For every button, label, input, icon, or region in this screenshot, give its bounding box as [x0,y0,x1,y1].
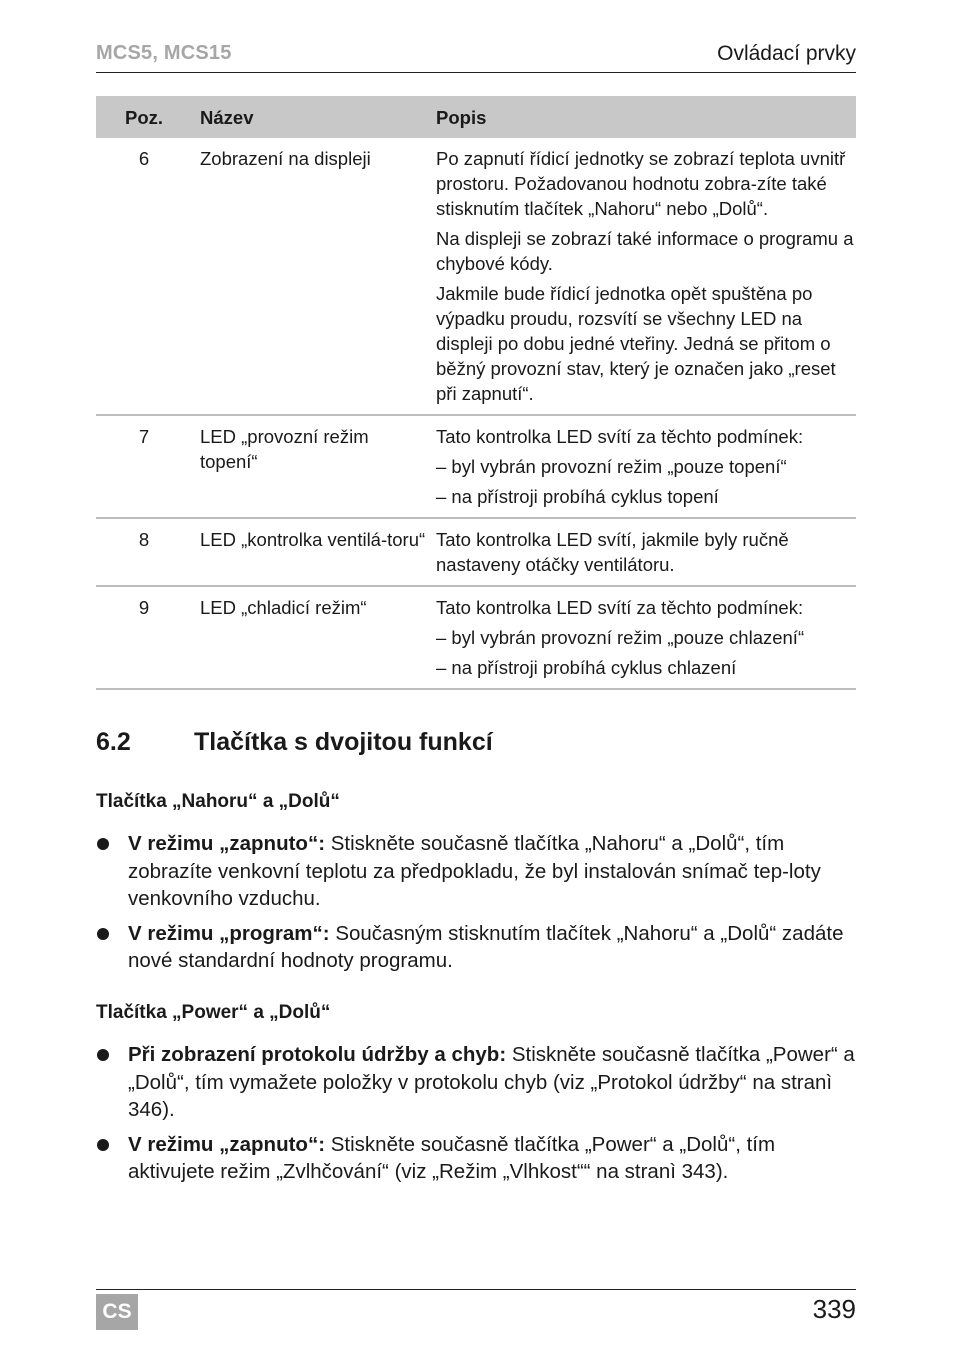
list-item [96,830,858,913]
desc-paragraph: Tato kontrolka LED svítí za těchto podmínek: [436,426,804,447]
row-name: Zobrazení na displeji [200,148,371,169]
row-name: LED „kontrolka ventilá-toru“ [200,529,426,550]
desc-paragraph: Tato kontrolka LED svítí, jakmile byly ručně nastaveny otáčky ventilátoru. [436,529,789,575]
bullet-icon [97,1049,109,1061]
section-title: Tlačítka s dvojitou funkcí [194,728,493,756]
row-pos: 7 [138,426,150,447]
section-number: 6.2 [96,728,131,756]
subheading-power-down: Tlačítka „Power“ a „Dolů“ [96,1002,331,1023]
page-footer [96,1289,856,1330]
col-header-pos: Poz. [96,96,192,138]
item-lead: V režimu „program“: [128,921,330,945]
row-pos: 6 [138,148,150,169]
col-header-name: Název [192,96,434,138]
col-header-desc: Popis [434,96,856,138]
bullet-list-power-down [96,1041,858,1193]
desc-paragraph: – byl vybrán provozní režim „pouze topení“ [436,456,787,477]
desc-paragraph: Jakmile bude řídicí jednotka opět spuštěna po výpadku proudu, rozsvítí se všechny LED na displeji po dobu jedné vteřiny. Jedná se přitom o běžný provozní stav, který je označen jako „reset při zapnutí“. [436,283,836,404]
table-row [96,586,856,689]
bullet-list-up-down [96,830,858,982]
page-header [96,40,856,73]
bullet-icon [97,838,109,850]
item-lead: V režimu „zapnuto“: [128,1132,326,1156]
row-desc [434,586,856,689]
desc-paragraph: Na displeji se zobrazí také informace o programu a chybové kódy. [436,228,854,274]
list-item [96,1041,858,1124]
list-item [96,1131,858,1186]
item-text: Stiskněte současně tlačítka „Nahoru“ a „Dolů“, tím zobrazíte venkovní teplotu za předpokladu, že byl instalován snímač tep-loty venkovního vzduchu. [128,832,821,910]
row-desc [434,415,856,518]
table-row [96,138,856,415]
section-heading [96,728,493,757]
desc-paragraph: – byl vybrán provozní režim „pouze chlazení“ [436,627,805,648]
row-pos: 8 [138,529,150,550]
table-row [96,415,856,518]
item-lead: Při zobrazení protokolu údržby a chyb: [128,1043,507,1066]
row-name: LED „provozní režim topení“ [200,426,369,472]
row-pos: 9 [138,597,150,618]
bullet-icon [97,1139,109,1151]
subheading-up-down: Tlačítka „Nahoru“ a „Dolů“ [96,791,340,812]
row-name: LED „chladicí režim“ [200,597,367,618]
product-name: MCS5, MCS15 [96,42,232,64]
item-text: Současným stisknutím tlačítek „Nahoru“ a „Dolů“ zadáte nové standardní hodnoty programu. [128,921,844,972]
page-number: 339 [812,1294,856,1324]
bullet-icon [97,928,109,940]
row-desc [434,138,856,415]
desc-paragraph: Tato kontrolka LED svítí za těchto podmínek: [436,597,804,618]
table-row [96,518,856,586]
item-lead: V režimu „zapnuto“: [128,832,326,855]
desc-paragraph: – na přístroji probíhá cyklus chlazení [436,657,737,678]
controls-table [96,96,856,690]
item-text: Stiskněte současně tlačítka „Power“ a „Dolů“, tím vymažete položky v protokolu chyb (viz „Protokol údržby“ na stranì 346). [128,1043,855,1121]
list-item [96,920,858,975]
language-badge: CS [96,1294,138,1330]
table-header-row [96,96,856,138]
desc-paragraph: – na přístroji probíhá cyklus topení [436,486,719,507]
item-text: Stiskněte současně tlačítka „Power“ a „Dolů“, tím aktivujete režim „Zvlhčování“ (viz „Režim „Vlhkost““ na stranì 343). [128,1132,776,1183]
row-desc [434,518,856,586]
section-name: Ovládací prvky [717,42,856,65]
desc-paragraph: Po zapnutí řídicí jednotky se zobrazí teplota uvnitř prostoru. Požadovanou hodnotu zobra-zíte také stisknutím tlačítek „Nahoru“ nebo „Dolů“. [436,148,846,219]
